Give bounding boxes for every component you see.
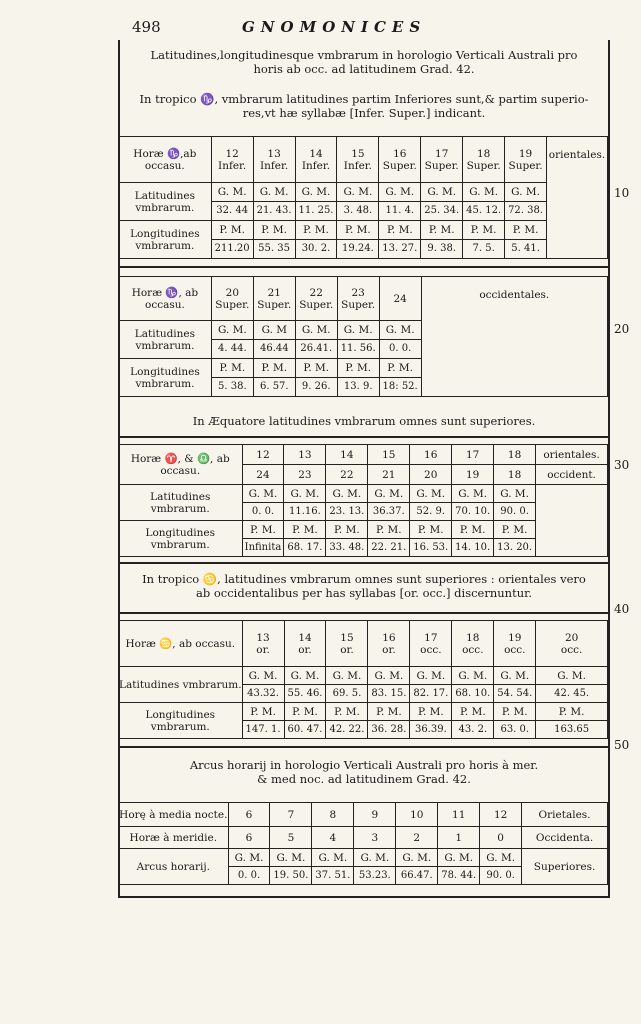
section-caption	[120, 572, 608, 600]
row-label: Horæ ♋, ab occasu.	[119, 621, 243, 667]
hour-cell: 20 Super.	[211, 277, 253, 321]
margin-line-number: 10	[614, 186, 630, 200]
hour-cell: 19 occ.	[494, 621, 536, 667]
hour-cell: 24	[379, 277, 421, 321]
table-cancer: Horæ ♋, ab occasu. 13 or. 14 or. 15 or. 16 or. 17 occ. 18 occ. 19 occ. 20 occ. Latitudines vmbrarum. G. M. G. M. G. M. G. M. G. M. G. M. G. M. G. M. 43.32. 55. 46. 69. 5. 83. 15. 82. 17. 68. 10. 54. 54. 42. 45. Longitudines vmbrarum. P. M. P. M. P. M. P. M. P. M. P. M. P. M. P. M. 147. 1. 60. 47. 42. 22. 36. 28. 36.39. 43. 2. 63. 0. 163.65	[118, 620, 608, 739]
side-note: occident.	[536, 465, 608, 485]
side-note: orientales.	[536, 445, 608, 465]
row-label: Latitudines vmbrarum.	[119, 321, 212, 359]
row-label: Longitudines vmbrarum.	[119, 521, 243, 557]
table-equator: Horæ ♈, & ♎, ab occasu. 12 13 14 15 16 17 18 orientales. 24 23 22 21 20 19 18 occident. Latitudines vmbrarum. G. M. G. M. G. M. G. M. G. M. G. M. G. M. 0. 0. 11.16. 23. 13. 36.37. 52. 9. 70. 10. 90. 0. Longitudines vmbrarum. P. M. P. M. P. M. P. M. P. M. P. M. P. M. Infinita 68. 17. 33. 48. 22. 21. 16. 53. 14. 10. 13. 20.	[118, 444, 608, 557]
running-title: GNOMONICES	[242, 18, 427, 36]
separator	[120, 612, 608, 614]
side-note: occidentales.	[421, 277, 607, 397]
row-label: Horæ ♈, & ♎, ab occasu.	[119, 445, 243, 485]
side-note: Superiores.	[522, 849, 608, 885]
caption-line: In tropico ♋, latitudines vmbrarum omnes sunt superiores : orientales vero	[142, 572, 586, 586]
row-label: Arcus horarij.	[119, 849, 229, 885]
hour-cell: 17 Super.	[421, 137, 463, 183]
hour-cell: 15 Infer.	[337, 137, 379, 183]
margin-line-number: 40	[614, 602, 630, 616]
separator	[120, 562, 608, 564]
table-arcs: Horę à media nocte. 6 7 8 9 10 11 12 Orietales. Horæ à meridie. 6 5 4 3 2 1 0 Occidenta. Arcus horarij. G. M. G. M. G. M. G. M. G. M. G. M. G. M. Superiores. 0. 0. 19. 50. 37. 51. 53.23. 66.47. 78. 44. 90. 0.	[118, 802, 608, 885]
page-number: 498	[132, 18, 161, 36]
row-label: Horæ à meridie.	[119, 827, 229, 849]
hour-cell: 23 Super.	[337, 277, 379, 321]
hour-cell: 22 Super.	[295, 277, 337, 321]
hour-cell: 17 occ.	[410, 621, 452, 667]
caption-line: ab occidentalibus per has syllabas [or. occ.] discernuntur.	[196, 586, 532, 600]
margin-line-number: 30	[614, 458, 630, 472]
hour-cell: 19 Super.	[505, 137, 547, 183]
section-caption	[120, 92, 608, 120]
row-label: Latitudines vmbrarum.	[119, 183, 212, 221]
table-frame	[118, 40, 610, 898]
row-label: Latitudines vmbrarum.	[119, 667, 243, 703]
caption-line: res,vt hæ syllabæ [Infer. Super.] indicant.	[242, 106, 486, 120]
row-label: Horę à media nocte.	[119, 803, 229, 827]
main-title	[120, 48, 608, 76]
side-note: Orietales.	[522, 803, 608, 827]
margin-line-number: 20	[614, 322, 630, 336]
hour-cell: 18 occ.	[452, 621, 494, 667]
main-title-line: horis ab occ. ad latitudinem Grad. 42.	[253, 62, 475, 76]
section-caption: In Æquatore latitudines vmbrarum omnes sunt superiores.	[192, 414, 536, 428]
side-note: orientales.	[547, 137, 608, 259]
row-label: Longitudines vmbrarum.	[119, 221, 212, 259]
table-capricorn-evening: Horæ ♑, ab occasu. 20 Super. 21 Super. 22 Super. 23 Super. 24 occidentales. Latitudines vmbrarum. G. M. G. M G. M. G. M. G. M. 4. 44. 46.44 26.41. 11. 56. 0. 0. Longitudines vmbrarum. P. M. P. M. P. M. P. M. P. M. 5. 38. 6. 57. 9. 26. 13. 9. 18: 52.	[118, 276, 608, 397]
main-title-line: Latitudines,longitudinesque vmbrarum in horologio Verticali Australi pro	[150, 48, 578, 62]
hour-cell: 13 Infer.	[253, 137, 295, 183]
row-label: Longitudines vmbrarum.	[119, 359, 212, 397]
running-head	[132, 18, 612, 40]
separator	[120, 746, 608, 748]
hour-cell: 12 Infer.	[211, 137, 253, 183]
row-label: Latitudines vmbrarum.	[119, 485, 243, 521]
side-note: Occidenta.	[522, 827, 608, 849]
table-capricorn-morning: Horæ ♑,ab occasu. 12 Infer. 13 Infer. 14 Infer. 15 Infer. 16 Super. 17 Super. 18 Super. 19 Super. orientales. Latitudines vmbrarum. G. M. G. M. G. M. G. M. G. M. G. M. G. M. G. M. 32. 44 21. 43. 11. 25. 3. 48. 11. 4. 25. 34. 45. 12. 72. 38. Longitudines vmbrarum. P. M. P. M. P. M. P. M. P. M. P. M. P. M. P. M. 211.20 55. 35 30. 2. 19.24. 13. 27. 9. 38. 7. 5. 5. 41.	[118, 136, 608, 259]
hour-cell: 13 or.	[242, 621, 284, 667]
hour-cell: 15 or.	[326, 621, 368, 667]
hour-cell: 18 Super.	[463, 137, 505, 183]
row-label: Horæ ♑, ab occasu.	[119, 277, 212, 321]
section-caption	[120, 758, 608, 786]
row-label: Longitudines vmbrarum.	[119, 703, 243, 739]
margin-line-number: 50	[614, 738, 630, 752]
separator	[120, 266, 608, 268]
caption-line: In tropico ♑, vmbrarum latitudines partim Inferiores sunt,& partim superio-	[139, 92, 589, 106]
caption-line: Arcus horarij in horologio Verticali Australi pro horis à mer.	[189, 758, 539, 772]
caption-line: & med noc. ad latitudinem Grad. 42.	[257, 772, 471, 786]
hour-cell: 14 or.	[284, 621, 326, 667]
separator	[120, 436, 608, 438]
blank-cell	[536, 485, 608, 557]
row-label: Horæ ♑,ab occasu.	[119, 137, 212, 183]
hour-cell: 20 occ.	[536, 621, 608, 667]
hour-cell: 16 Super.	[379, 137, 421, 183]
hour-cell: 21 Super.	[253, 277, 295, 321]
hour-cell: 14 Infer.	[295, 137, 337, 183]
hour-cell: 16 or.	[368, 621, 410, 667]
